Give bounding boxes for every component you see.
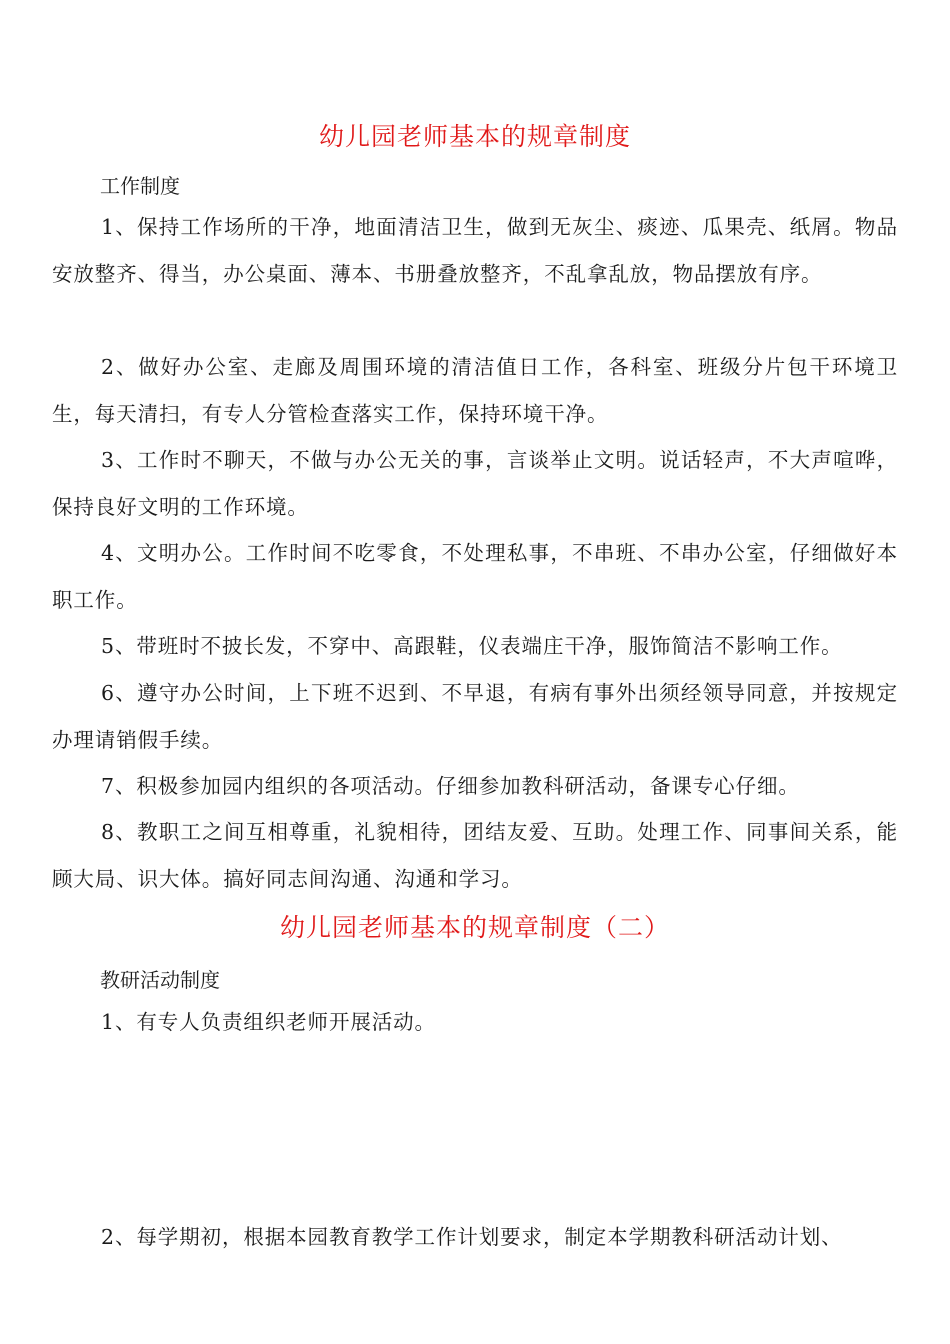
- section-heading-teaching-research: 教研活动制度: [100, 968, 220, 992]
- paragraph-item-6: 6、遵守办公时间，上下班不迟到、不早退，有病有事外出须经领导同意，并按规定办理请销假手续。: [52, 681, 898, 752]
- paragraph-item-s2-2: 2、每学期初，根据本园教育教学工作计划要求，制定本学期教科研活动计划、: [101, 1225, 843, 1249]
- section2-title: 幼儿园老师基本的规章制度（二）: [279, 913, 670, 942]
- paragraph-item-7: 7、积极参加园内组织的各项活动。仔细参加教科研活动，备课专心仔细。: [101, 774, 800, 798]
- paragraph-item-3: 3、工作时不聊天，不做与办公无关的事，言谈举止文明。说话轻声，不大声喧哗，保持良好文明的工作环境。: [52, 448, 898, 519]
- section-heading-work-rules: 工作制度: [100, 174, 180, 198]
- paragraph-item-8: 8、教职工之间互相尊重，礼貌相待，团结友爱、互助。处理工作、同事间关系，能顾大局、识大体。搞好同志间沟通、沟通和学习。: [52, 820, 898, 891]
- document-title: 幼儿园老师基本的规章制度: [318, 122, 631, 151]
- paragraph-item-s2-1: 1、有专人负责组织老师开展活动。: [101, 1010, 436, 1034]
- paragraph-item-2: 2、做好办公室、走廊及周围环境的清洁值日工作，各科室、班级分片包干环境卫生，每天清扫，有专人分管检查落实工作，保持环境干净。: [52, 355, 898, 426]
- paragraph-item-5: 5、带班时不披长发，不穿中、高跟鞋，仪表端庄干净，服饰简洁不影响工作。: [101, 634, 843, 658]
- paragraph-item-4: 4、文明办公。工作时间不吃零食，不处理私事，不串班、不串办公室，仔细做好本职工作。: [52, 541, 898, 612]
- paragraph-item-1: 1、保持工作场所的干净，地面清洁卫生，做到无灰尘、痰迹、瓜果壳、纸屑。物品安放整齐、得当，办公桌面、薄本、书册叠放整齐，不乱拿乱放，物品摆放有序。: [52, 215, 898, 286]
